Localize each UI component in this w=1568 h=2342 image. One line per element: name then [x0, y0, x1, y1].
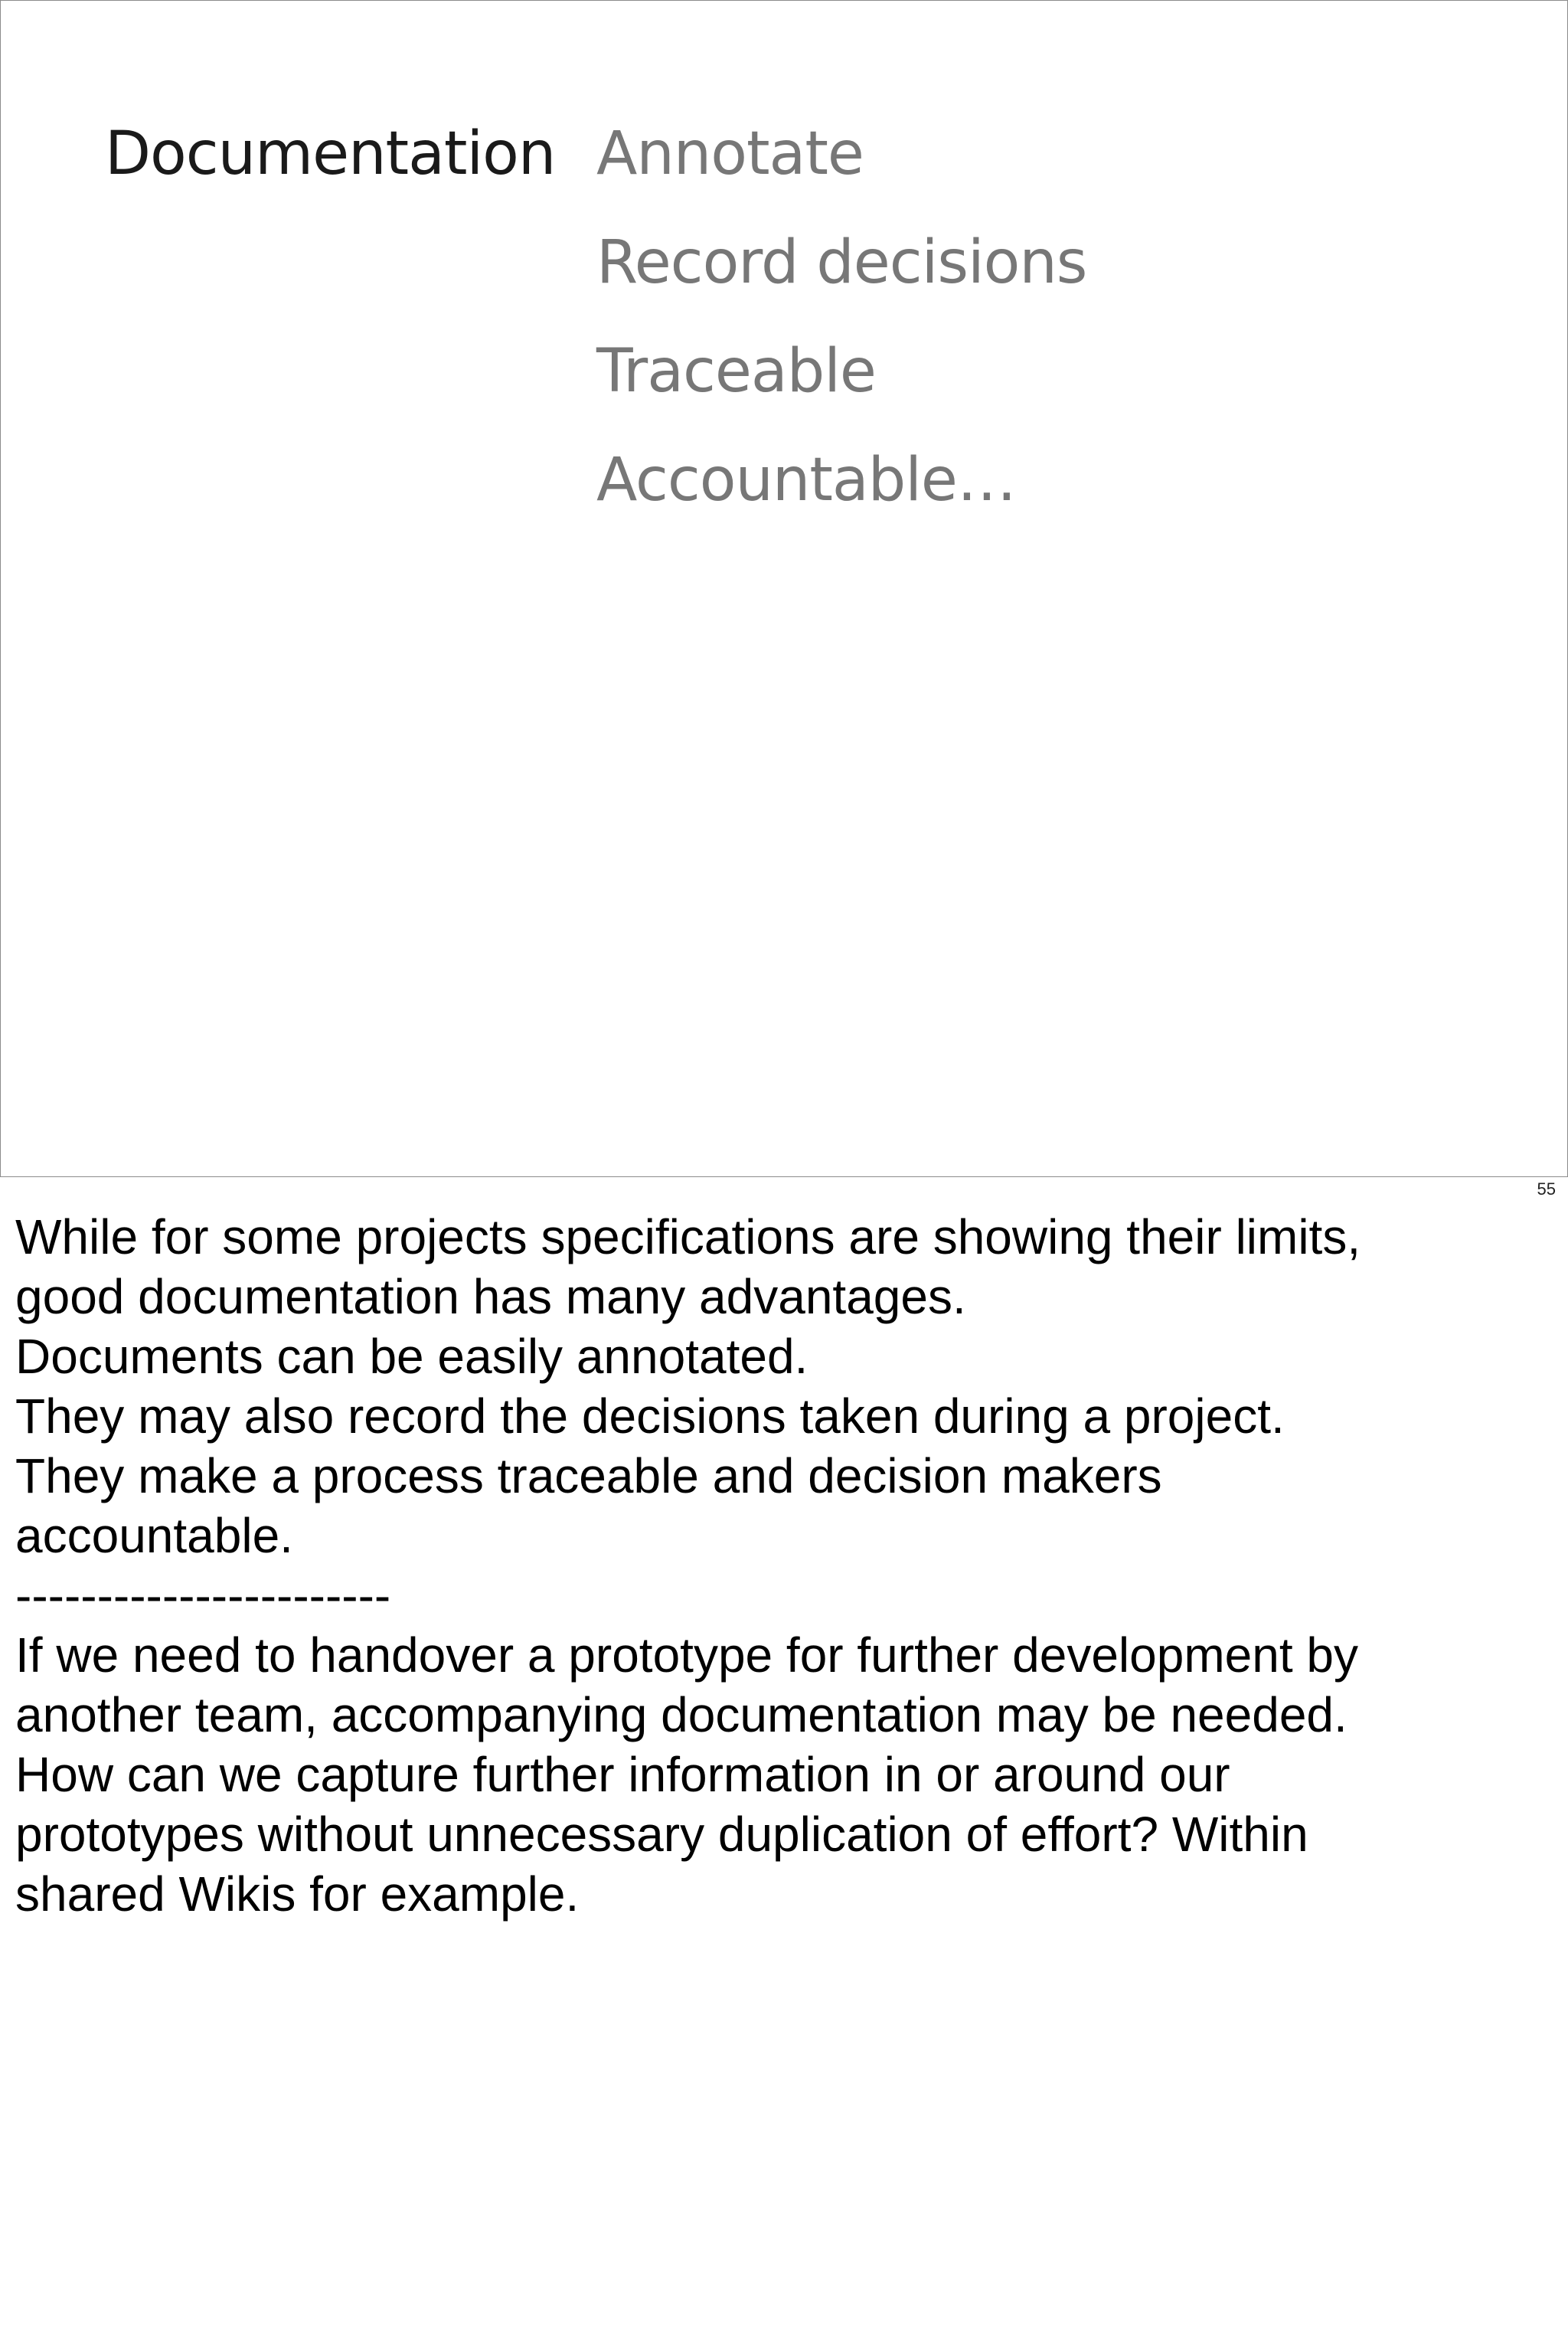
notes-separator: ----------------------- — [15, 1568, 391, 1623]
notes-paragraph: While for some projects specifications are showing their limits, good documentation has many advantages. — [15, 1209, 1361, 1324]
notes-paragraph: If we need to handover a prototype for further development by another team, accompanying documentation may be needed. — [15, 1627, 1358, 1742]
notes-paragraph: They make a process traceable and decision makers accountable. — [15, 1448, 1162, 1563]
slide-bullet-list — [596, 112, 1086, 547]
slide-title: Documentation — [105, 119, 556, 188]
notes-paragraph: Documents can be easily annotated. — [15, 1329, 808, 1384]
bullet-traceable: Traceable — [596, 337, 876, 406]
bullet-accountable: Accountable… — [596, 446, 1016, 515]
notes-paragraph: How can we capture further information in or around our prototypes without unnecessary duplication of effort? Within shared Wikis for example. — [15, 1747, 1308, 1922]
bullet-record-decisions: Record decisions — [596, 228, 1087, 297]
page-number: 55 — [1537, 1179, 1556, 1199]
bullet-annotate: Annotate — [596, 119, 864, 188]
speaker-notes — [15, 1207, 1547, 1924]
notes-paragraph: They may also record the decisions taken during a project. — [15, 1389, 1285, 1444]
